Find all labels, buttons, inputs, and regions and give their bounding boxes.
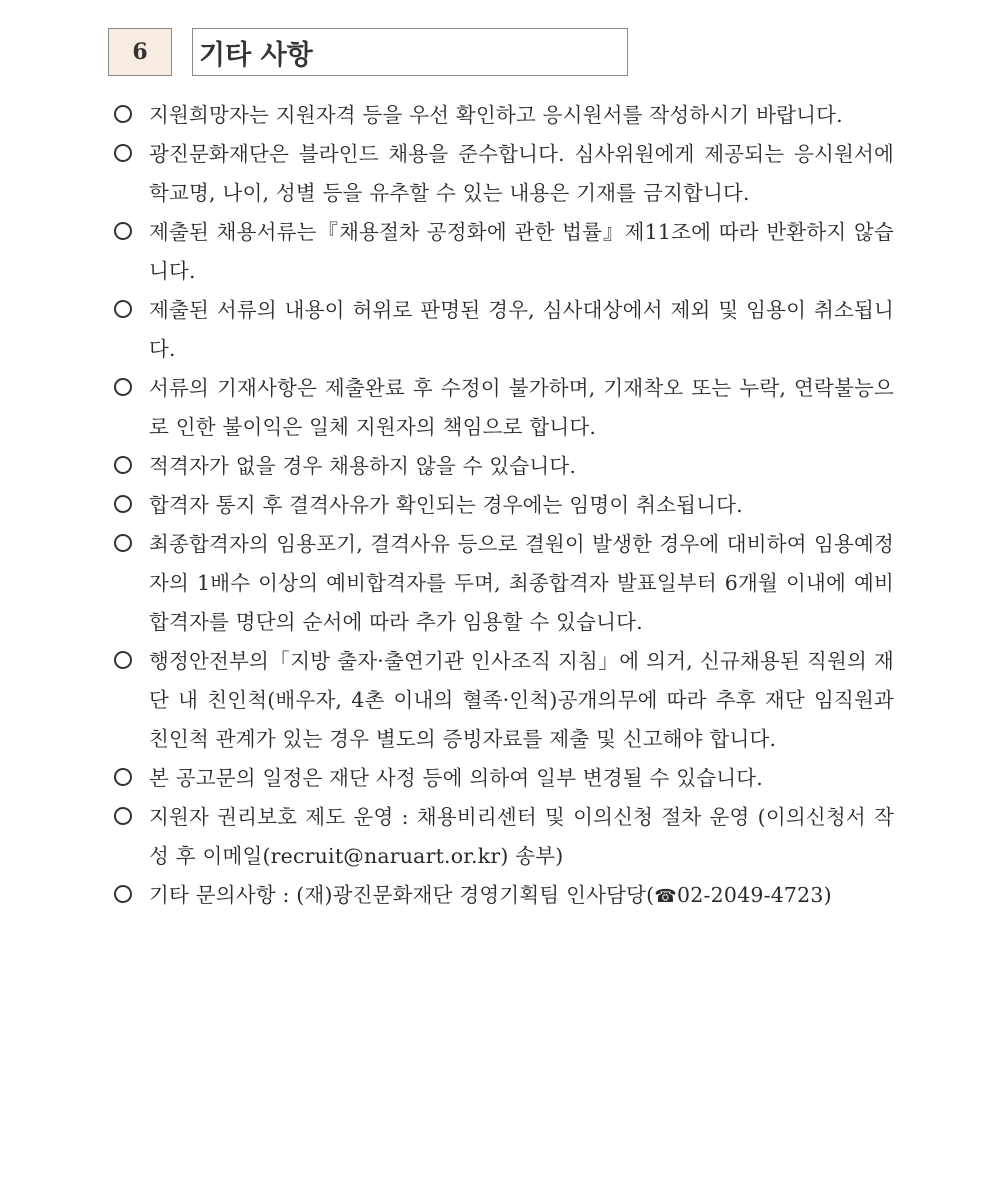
circle-bullet-icon — [114, 651, 132, 669]
circle-bullet-icon — [114, 222, 132, 240]
item-text: 광진문화재단은 블라인드 채용을 준수합니다. 심사위원에게 제공되는 응시원서에 학교명, 나이, 성별 등을 유추할 수 있는 내용은 기재를 금지합니다. — [149, 142, 894, 205]
contact-text: 기타 문의사항 : (재)광진문화재단 경영기획팀 인사담당( — [149, 883, 655, 907]
item-text: 행정안전부의「지방 출자·출연기관 인사조직 지침」에 의거, 신규채용된 직원의 재단 내 친인척(배우자, 4촌 이내의 혈족·인척)공개의무에 따라 추후 재단 임직원과 친인척 관계가 있는 경우 별도의 증빙자료를 제출 및 신고해야 합니다. — [149, 649, 894, 751]
list-item — [112, 759, 894, 798]
list-item — [112, 96, 894, 135]
list-item-contact — [112, 876, 894, 916]
item-text: 서류의 기재사항은 제출완료 후 수정이 불가하며, 기재착오 또는 누락, 연락불능으로 인한 불이익은 일체 지원자의 책임으로 합니다. — [149, 376, 894, 439]
list-item — [112, 369, 894, 447]
list-item — [112, 291, 894, 369]
list-item — [112, 486, 894, 525]
item-text: 지원자 권리보호 제도 운영 : 채용비리센터 및 이의신청 절차 운영 (이의신청서 작성 후 이메일(recruit@naruart.or.kr) 송부) — [149, 805, 894, 868]
circle-bullet-icon — [114, 144, 132, 162]
section-number: 6 — [108, 28, 172, 76]
contact-phone: 02-2049-4723) — [676, 883, 832, 907]
circle-bullet-icon — [114, 495, 132, 513]
circle-bullet-icon — [114, 885, 132, 903]
circle-bullet-icon — [114, 105, 132, 123]
section-title: 기타 사항 — [192, 28, 628, 76]
item-text: 제출된 채용서류는『채용절차 공정화에 관한 법률』제11조에 따라 반환하지 않습니다. — [149, 220, 894, 283]
circle-bullet-icon — [114, 378, 132, 396]
item-text: 지원희망자는 지원자격 등을 우선 확인하고 응시원서를 작성하시기 바랍니다. — [149, 103, 843, 127]
list-item — [112, 525, 894, 642]
section-header — [108, 28, 628, 78]
phone-icon: ☎ — [654, 886, 677, 907]
list-item — [112, 213, 894, 291]
list-item — [112, 642, 894, 759]
notice-list — [112, 96, 894, 916]
list-item — [112, 798, 894, 876]
item-text: 적격자가 없을 경우 채용하지 않을 수 있습니다. — [149, 454, 577, 478]
circle-bullet-icon — [114, 534, 132, 552]
item-text: 본 공고문의 일정은 재단 사정 등에 의하여 일부 변경될 수 있습니다. — [149, 766, 763, 790]
item-text: 제출된 서류의 내용이 허위로 판명된 경우, 심사대상에서 제외 및 임용이 취소됩니다. — [149, 298, 894, 361]
circle-bullet-icon — [114, 807, 132, 825]
circle-bullet-icon — [114, 456, 132, 474]
item-text: 최종합격자의 임용포기, 결격사유 등으로 결원이 발생한 경우에 대비하여 임용예정자의 1배수 이상의 예비합격자를 두며, 최종합격자 발표일부터 6개월 이내에 예비 합격자를 명단의 순서에 따라 추가 임용할 수 있습니다. — [149, 532, 894, 634]
circle-bullet-icon — [114, 768, 132, 786]
item-text: 합격자 통지 후 결격사유가 확인되는 경우에는 임명이 취소됩니다. — [149, 493, 743, 517]
list-item — [112, 135, 894, 213]
list-item — [112, 447, 894, 486]
circle-bullet-icon — [114, 300, 132, 318]
